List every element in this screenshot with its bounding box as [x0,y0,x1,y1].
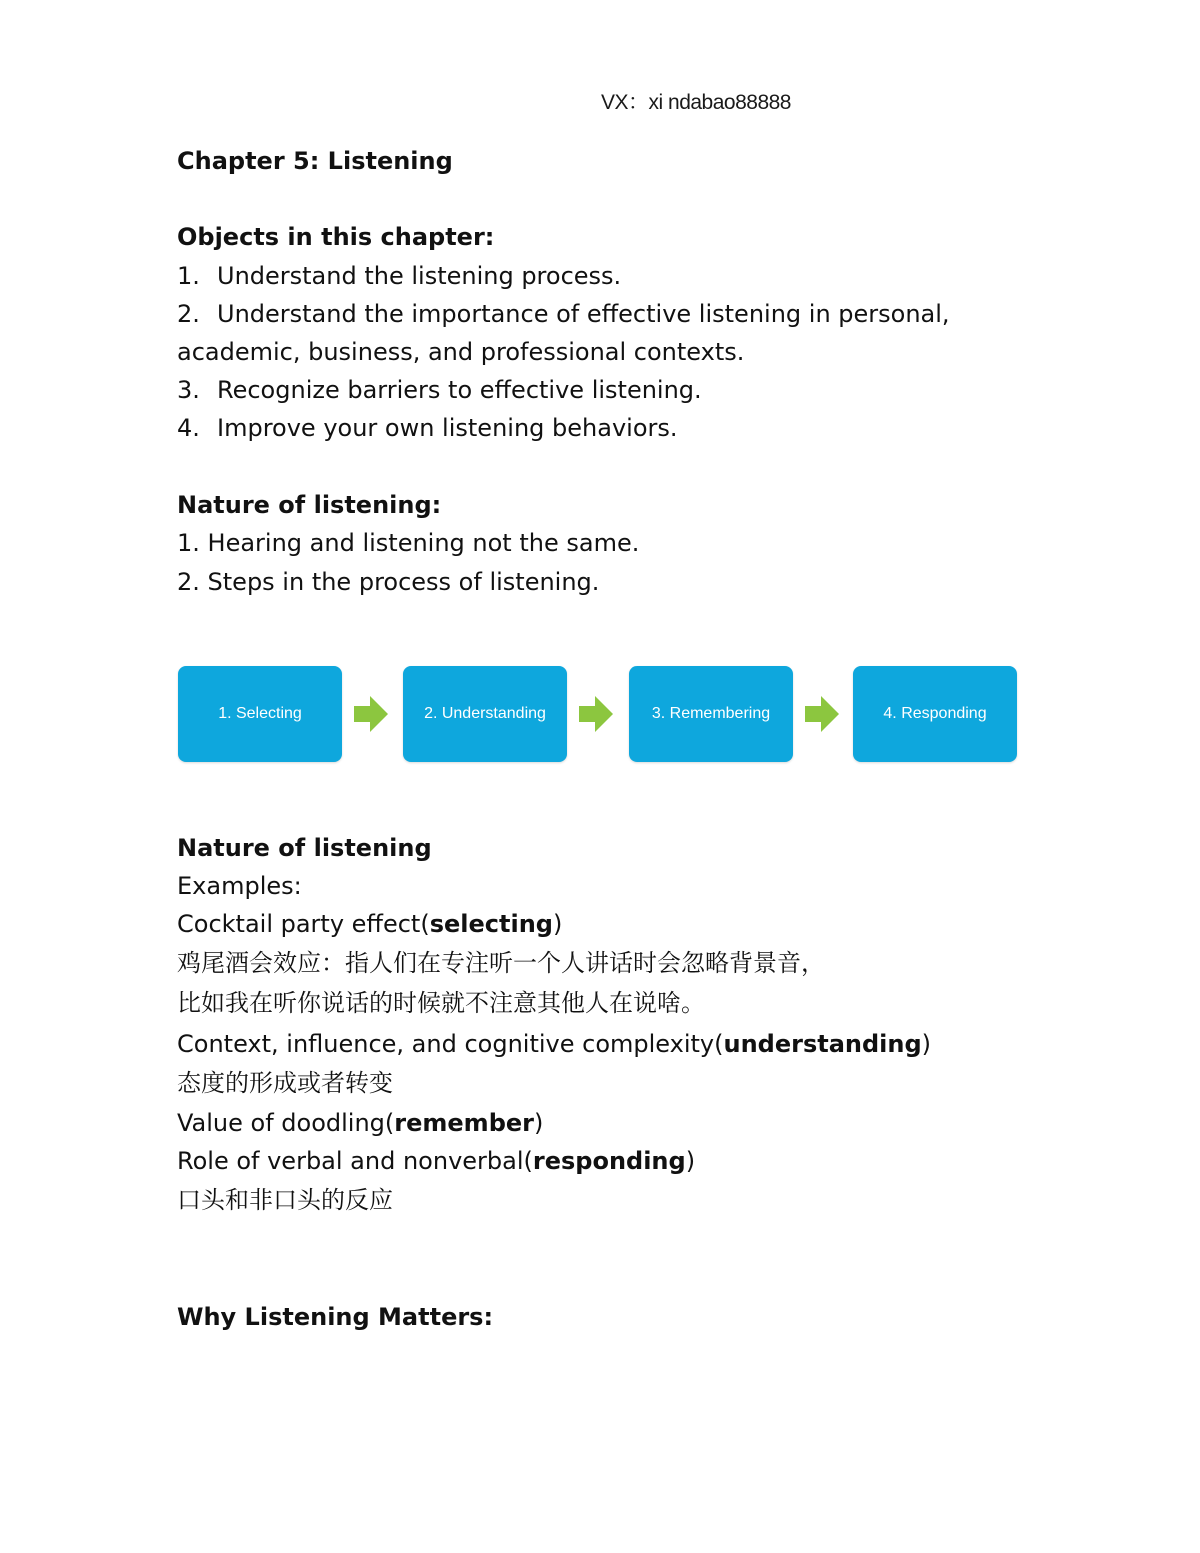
example-keyword: remember [394,1109,534,1137]
step-responding: 4. Responding [853,666,1017,762]
arrow-right-icon [354,696,388,732]
example-text: Cocktail party effect( [177,910,430,938]
step-selecting: 1. Selecting [178,666,342,762]
example-cocktail-cn-1: 鸡尾酒会效应：指人们在专注听一个人讲话时会忽略背景音， [177,949,825,977]
step-remembering: 3. Remembering [629,666,793,762]
objective-item-continuation [177,336,744,368]
example-text: Context, influence, and cognitive complexity( [177,1030,724,1058]
example-text: Role of verbal and nonverbal( [177,1147,533,1175]
objective-text: Understand the importance of effective listening in personal, [217,300,950,328]
example-close: ) [685,1147,696,1175]
objective-item [177,412,678,444]
step-understanding: 2. Understanding [403,666,567,762]
examples-label: Examples: [177,872,302,900]
chapter-title: Chapter 5: Listening [177,147,453,175]
example-keyword: responding [532,1147,686,1175]
example-role [177,1145,695,1177]
arrow-right-icon [805,696,839,732]
objective-text: Improve your own listening behaviors. [217,414,678,442]
objective-item [177,374,702,406]
objective-text: Recognize barriers to effective listening. [217,376,702,404]
objective-item [177,260,621,292]
example-close: ) [533,1109,544,1137]
example-keyword: understanding [723,1030,922,1058]
objective-number: 3. [177,376,200,404]
nature-heading: Nature of listening: [177,491,442,519]
nature-item: 1. Hearing and listening not the same. [177,529,640,557]
listening-process-diagram [178,666,1018,762]
example-context [177,1028,931,1060]
example-text: Value of doodling( [177,1109,395,1137]
objects-heading: Objects in this chapter: [177,223,495,251]
nature-item: 2. Steps in the process of listening. [177,568,600,596]
examples-heading: Nature of listening [177,834,432,862]
example-keyword: selecting [429,910,553,938]
example-cocktail-cn-2: 比如我在听你说话的时候就不注意其他人在说啥。 [177,989,705,1017]
arrow-right-icon [579,696,613,732]
objective-number: 1. [177,262,200,290]
why-heading: Why Listening Matters: [177,1303,494,1331]
example-context-cn: 态度的形成或者转变 [177,1069,393,1097]
example-role-cn: 口头和非口头的反应 [177,1186,393,1214]
objective-number: 2. [177,300,200,328]
example-close: ) [921,1030,932,1058]
example-doodling [177,1107,543,1139]
objective-number: 4. [177,414,200,442]
objective-text: Understand the listening process. [217,262,622,290]
objective-text: academic, business, and professional contexts. [177,338,745,366]
header-watermark: VX：xi ndabao88888 [601,91,791,114]
example-cocktail [177,908,562,940]
example-close: ) [552,910,563,938]
objective-item [177,298,950,330]
